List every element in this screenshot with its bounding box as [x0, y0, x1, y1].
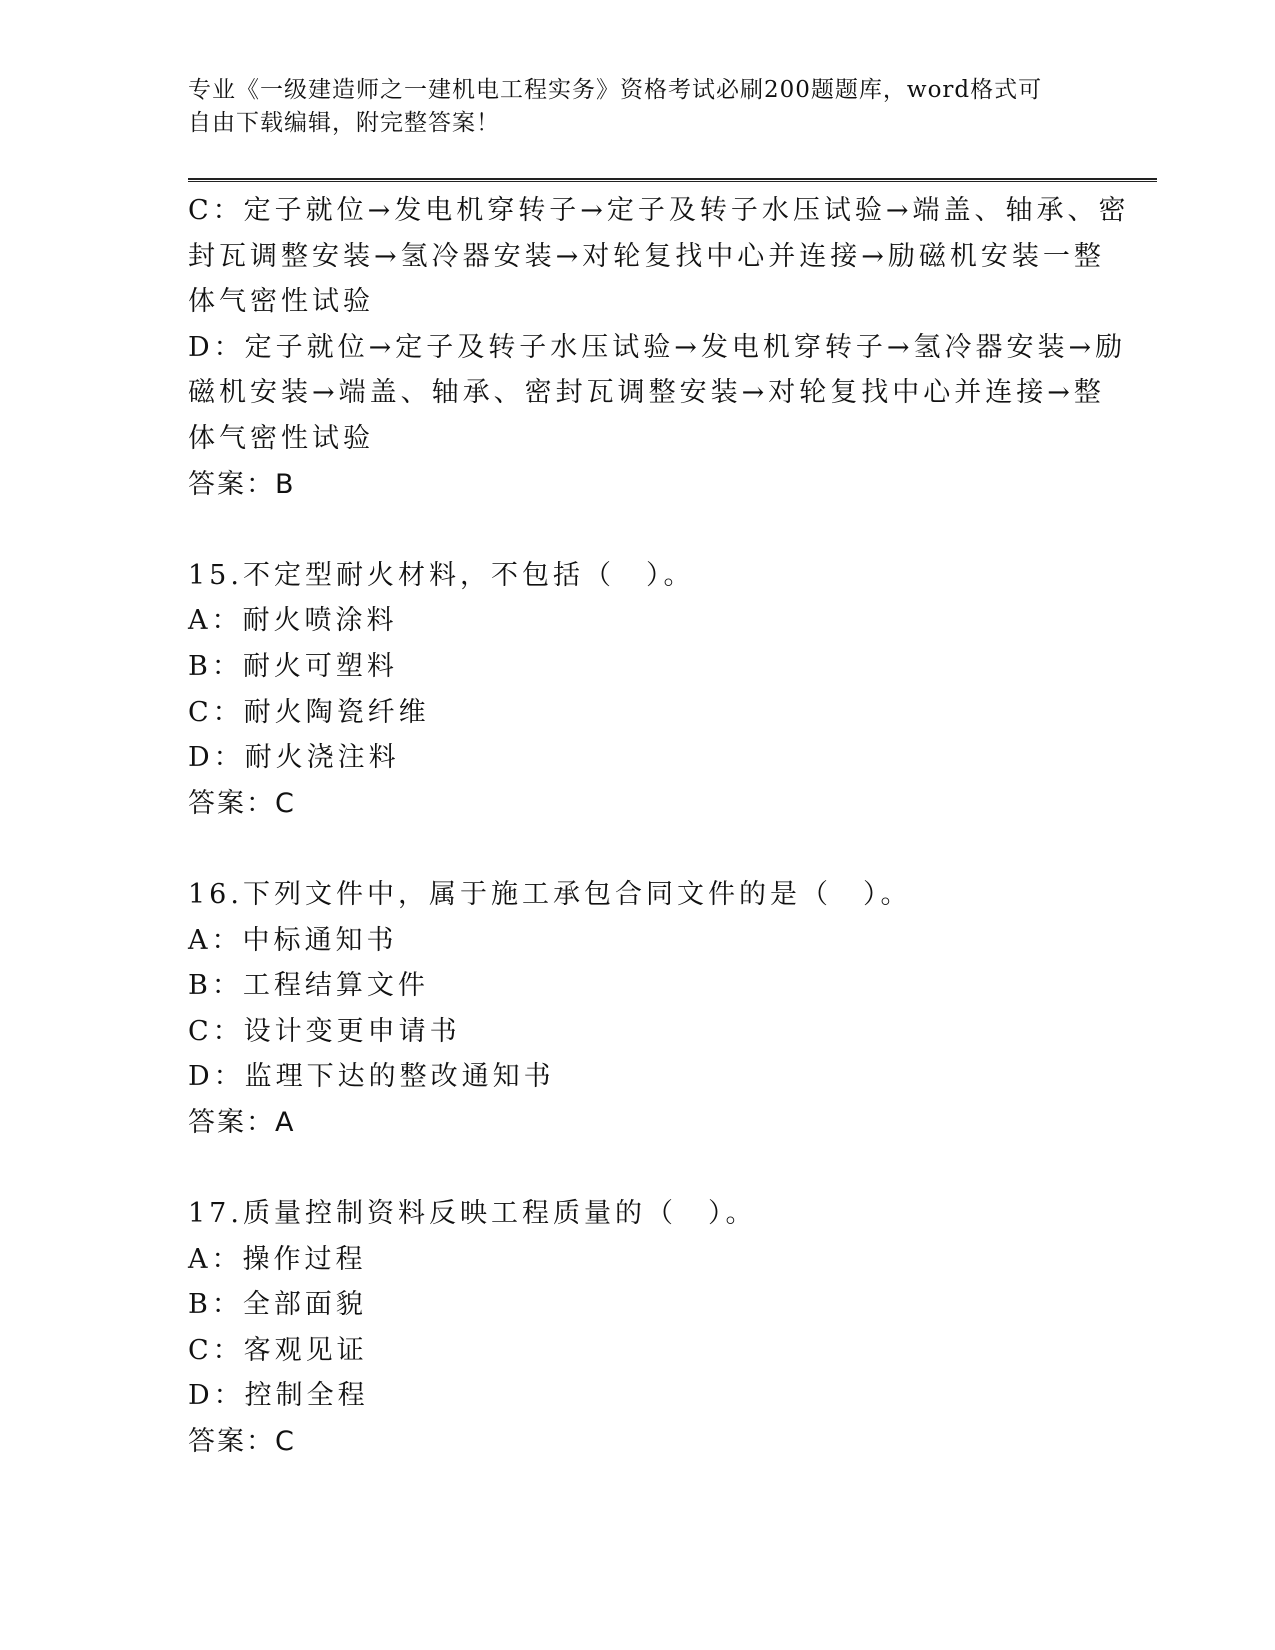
option-c-line-2: 封瓦调整安装→氢冷器安装→对轮复找中心并连接→励磁机安装一整	[188, 240, 1105, 272]
option-d-line-2: 磁机安装→端盖、轴承、密封瓦调整安装→对轮复找中心并连接→整	[188, 377, 1105, 409]
option-a: A：操作过程	[188, 1243, 367, 1275]
option-b: B：耐火可塑料	[188, 650, 398, 682]
option-d-line-1: D：定子就位→定子及转子水压试验→发电机穿转子→氢冷器安装→励	[188, 331, 1127, 363]
answer: 答案：A	[188, 1106, 296, 1138]
answer: 答案：B	[188, 468, 296, 500]
option-a: A：耐火喷涂料	[188, 605, 398, 637]
option-b: B：工程结算文件	[188, 970, 429, 1002]
option-b: B：全部面貌	[188, 1289, 367, 1321]
document-header	[188, 74, 1088, 140]
question-stem: 16.下列文件中，属于施工承包合同文件的是（ ）。	[188, 878, 912, 910]
option-c: C：耐火陶瓷纤维	[188, 696, 430, 728]
question-stem: 15.不定型耐火材料，不包括（ ）。	[188, 559, 695, 591]
option-d: D：控制全程	[188, 1380, 369, 1412]
option-d: D：监理下达的整改通知书	[188, 1061, 555, 1093]
question-body	[188, 188, 1130, 1465]
option-d: D：耐火浇注料	[188, 742, 400, 774]
header-divider	[188, 178, 1157, 182]
question-stem: 17.质量控制资料反映工程质量的（ ）。	[188, 1198, 757, 1230]
option-c: C：客观见证	[188, 1334, 368, 1366]
option-c	[188, 188, 1130, 325]
option-c: C：设计变更申请书	[188, 1015, 461, 1047]
spacer	[188, 1145, 1088, 1191]
question-16	[188, 872, 1088, 1146]
spacer	[188, 507, 1088, 553]
answer: 答案：C	[188, 1426, 296, 1458]
header-title-line-2: 自由下载编辑，附完整答案！	[188, 110, 500, 136]
question-15	[188, 553, 1088, 827]
header-title-line-1: 专业《一级建造师之一建机电工程实务》资格考试必刷200题题库，word格式可	[188, 77, 1043, 103]
option-d	[188, 325, 1127, 462]
option-d-line-3: 体气密性试验	[188, 422, 374, 454]
question-17	[188, 1191, 1088, 1465]
option-c-line-3: 体气密性试验	[188, 286, 374, 318]
continued-question	[188, 188, 1130, 507]
option-c-line-1: C：定子就位→发电机穿转子→定子及转子水压试验→端盖、轴承、密	[188, 195, 1130, 226]
option-a: A：中标通知书	[188, 924, 398, 956]
answer: 答案：C	[188, 787, 296, 819]
spacer	[188, 826, 1088, 872]
